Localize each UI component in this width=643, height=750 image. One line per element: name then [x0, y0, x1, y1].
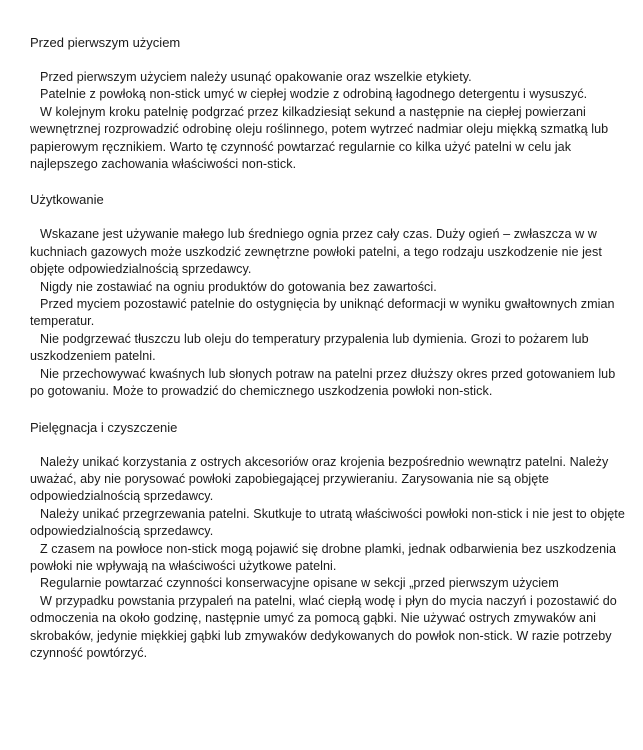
paragraph: Nigdy nie zostawiać na ogniu produktów do gotowania bez zawartości.: [40, 279, 437, 294]
paragraph: Nie podgrzewać tłuszczu lub oleju do temperatury przypalenia lub dymienia. Grozi to pożarem lub uszkodzeniem patelni.: [30, 331, 589, 364]
section-heading: Pielęgnacja i czyszczenie: [30, 419, 178, 435]
paragraph: W kolejnym kroku patelnię podgrzać przez kilkadziesiąt sekund a następnie na ciepłej powierzani wewnętrznej rozprowadzić odrobinę oleju roślinnego, potem wytrzeć nadmiar oleju miękką szmatką lub papierowym ręcznikiem. Warto tę czynność powtarzać regularnie co kilka użyć patelni w celu jak najlepszego zachowania właściwości non-stick.: [30, 104, 609, 172]
paragraph: Nie przechowywać kwaśnych lub słonych potraw na patelni przez dłuższy okres przed gotowaniem lub po gotowaniu. Może to prowadzić do chemicznego uszkodzenia powłoki non-stick.: [30, 366, 616, 399]
paragraph: Wskazane jest używanie małego lub średniego ognia przez cały czas. Duży ogień – zwłaszcza w w kuchniach gazowych może uszkodzić zewnętrzne powłoki patelni, a tego rodzaju uszkodzenie nie jest objęte odpowiedzialnością sprzedawcy.: [30, 227, 602, 277]
document-page: [30, 34, 626, 662]
section-heading: Przed pierwszym użyciem: [30, 35, 181, 50]
section-heading: Użytkowanie: [30, 192, 104, 208]
paragraph: Z czasem na powłoce non-stick mogą pojawić się drobne plamki, jednak odbarwienia bez uszkodzenia powłoki nie wpływają na właściwości użytkowe patelni.: [30, 541, 617, 573]
section-care-and-cleaning: [30, 419, 626, 663]
paragraph: Regularnie powtarzać czynności konserwacyjne opisane w sekcji „przed pierwszym użyciem: [40, 576, 559, 591]
paragraph: Należy unikać korzystania z ostrych akcesoriów oraz krojenia bezpośrednio wewnątrz patelni. Należy uważać, aby nie porysować powłoki zapobiegającej przywieraniu. Zarysowania nie są objęte odpowiedzialnością sprzedawcy.: [30, 454, 609, 504]
paragraph: Patelnie z powłoką non-stick umyć w ciepłej wodzie z odrobiną łagodnego detergentu i wysuszyć.: [40, 87, 588, 102]
paragraph: W przypadku powstania przypaleń na patelni, wlać ciepłą wodę i płyn do mycia naczyń i pozostawić do odmoczenia na około godzinę, następnie umyć za pomocą gąbki. Nie używać ostrych zmywaków ani skrobaków, jedynie miękkiej gąbki lub zmywaków dedykowanych do powłok non-stick. W razie potrzeby czynność powtórzyć.: [30, 593, 617, 660]
paragraph: Przed pierwszym użyciem należy usunąć opakowanie oraz wszelkie etykiety.: [40, 70, 472, 84]
paragraph: Należy unikać przegrzewania patelni. Skutkuje to utratą właściwości powłoki non-stick i nie jest to objęte odpowiedzialnością sprzedawcy.: [30, 506, 625, 539]
paragraph: Przed myciem pozostawić patelnie do ostygnięcia by uniknąć deformacji w wyniku gwałtownych zmian temperatur.: [30, 297, 615, 329]
section-usage: [30, 191, 626, 418]
section-before-first-use: [30, 34, 626, 191]
